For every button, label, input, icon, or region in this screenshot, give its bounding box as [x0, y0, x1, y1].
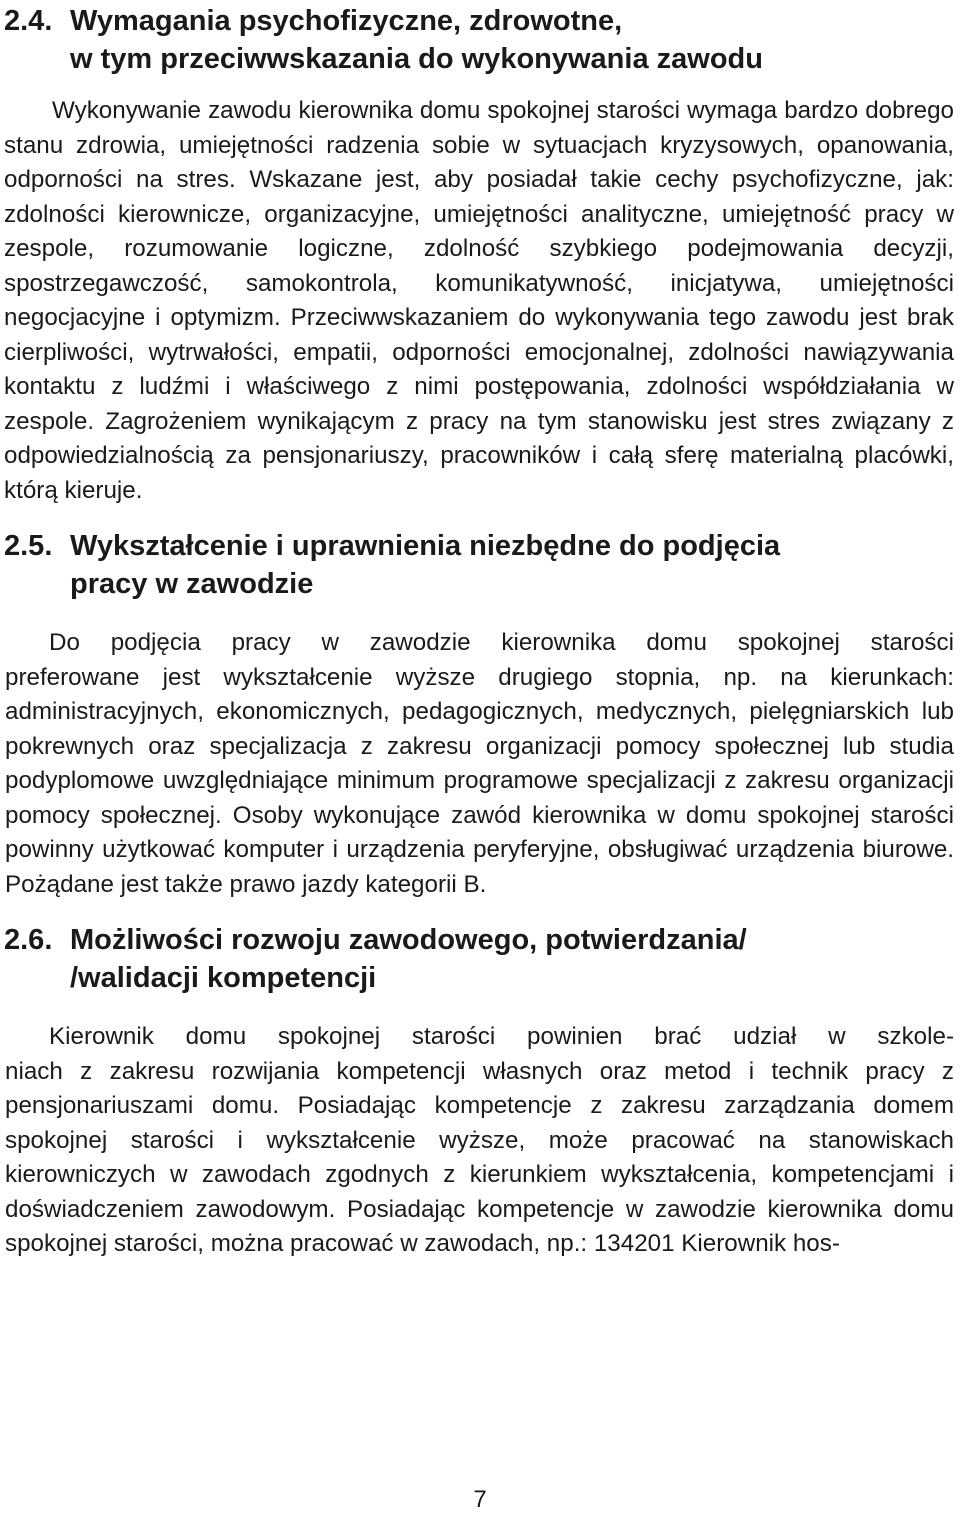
section-paragraph-2-5 — [4, 626, 954, 902]
paragraph-first-line: Kierownik domu spokojnej starości powinien brać udział w szkole- — [49, 1023, 954, 1050]
paragraph-text: Wykonywanie zawodu kierownika domu spokojnej starości wymaga bardzo dobrego stanu zdrowia, umiejętności radzenia sobie w sytuacjach kryzysowych, opanowania, odporności na stres. Wskazane jest, aby posiadał takie cechy psychofizyczne, jak: zdolności kierownicze, organizacyjne, umiejętności analityczne, umiejętność pracy w zespole, rozumowanie logiczne, zdolność szybkiego podejmowania decyzji, spostrzegawczość, samokontrola, komunikatywność, inicjatywa, umiejętności negocjacyjne i optymizm. Przeciwwskazaniem do wykonywania tego zawodu jest brak cierpliwości, wytrwałości, empatii, odporności emocjonalnej, zdolności nawiązywania kontaktu z ludźmi i właściwego z nimi postępowania, zdolności współdziałania w zespole. Zagrożeniem wynikającym z pracy na tym stanowisku jest stres związany z odpowiedzialnością za pensjonariuszy, pracowników i całą sferę materialną placówki, którą kieruje. — [4, 97, 954, 504]
section-paragraph-2-6 — [4, 1020, 954, 1262]
section-paragraph-2-4 — [4, 94, 954, 508]
section-title-line-1: Wymagania psychofizyczne, zdrowotne, — [70, 5, 623, 37]
section-title — [70, 2, 954, 78]
section-title — [70, 921, 954, 997]
section-heading-2-4 — [4, 2, 954, 78]
section-title — [70, 527, 954, 603]
section-heading-2-5 — [4, 527, 954, 603]
paragraph-rest: niach z zakresu rozwijania kompetencji własnych oraz metod i technik pracy z pensjonariuszami domu. Posiadając kompetencje z zakresu zarządzania domem spokojnej starości i wykształcenie wyższe, może pracować na stanowiskach kierowniczych w zawodach zgodnych z kierunkiem wykształcenia, kompetencjami i doświadczeniem zawodowym. Posiadając kompetencje w zawodzie kierownika domu spokojnej starości, można pracować w zawodach, np.: 134201 Kierownik hos- — [5, 1057, 954, 1257]
page-number: 7 — [473, 1486, 487, 1513]
section-heading-2-6 — [4, 921, 954, 997]
paragraph-first-line: Do podjęcia pracy w zawodzie kierownika domu spokojnej starości — [49, 629, 954, 656]
section-title-line-1: Wykształcenie i uprawnienia niezbędne do podjęcia — [70, 530, 781, 562]
section-number: 2.6. — [4, 924, 53, 956]
section-number: 2.5. — [4, 530, 53, 562]
paragraph-rest: preferowane jest wykształcenie wyższe drugiego stopnia, np. na kierunkach: administracyjnych, ekonomicznych, pedagogicznych, medycznych, pielęgniarskich lub pokrewnych oraz specjalizacja z zakresu organizacji pomocy społecznej lub studia podyplomowe uwzględniające minimum programowe specjalizacji z zakresu organizacji pomocy społecznej. Osoby wykonujące zawód kierownika w domu spokojnej starości powinny użytkować komputer i urządzenia peryferyjne, obsługiwać urządzenia biurowe. Pożądane jest także prawo jazdy kategorii B. — [5, 663, 954, 898]
section-title-line-2: /walidacji kompetencji — [70, 962, 377, 994]
section-number: 2.4. — [4, 5, 53, 37]
section-title-line-2: pracy w zawodzie — [70, 568, 314, 600]
section-title-line-1: Możliwości rozwoju zawodowego, potwierdzania/ — [70, 924, 747, 956]
section-title-line-2: w tym przeciwwskazania do wykonywania zawodu — [70, 43, 763, 75]
